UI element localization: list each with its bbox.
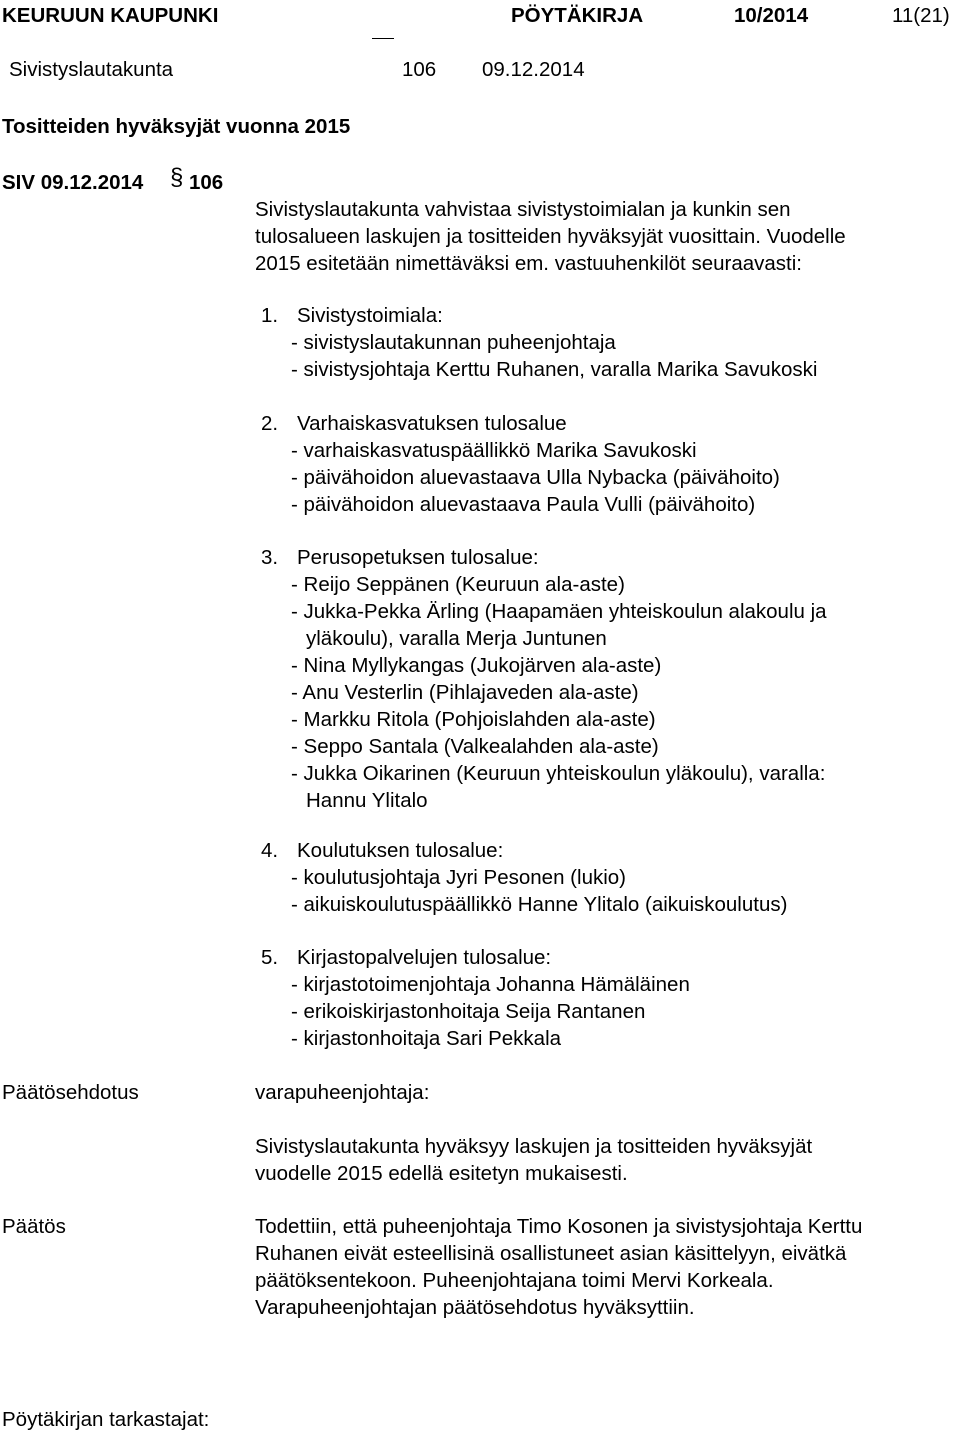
decision-line: Ruhanen eivät esteellisinä osallistuneet asian käsittelyyn, eivätkä (255, 1242, 847, 1265)
reviewers-label: Pöytäkirjan tarkastajat: (2, 1408, 210, 1431)
list-item: - kirjastotoimenjohtaja Johanna Hämäläinen (291, 973, 690, 996)
list-item: - Reijo Seppänen (Keuruun ala-aste) (291, 573, 625, 596)
proposal-line: vuodelle 2015 edellä esitetyn mukaisesti. (255, 1162, 628, 1185)
list-item: - Jukka-Pekka Ärling (Haapamäen yhteiskoulun alakoulu ja (291, 600, 827, 623)
intro-line: 2015 esitetään nimettäväksi em. vastuuhenkilöt seuraavasti: (255, 252, 802, 275)
intro-paragraph (255, 196, 846, 277)
proposal-text (255, 1133, 812, 1187)
list-item: - Markku Ritola (Pohjoislahden ala-aste) (291, 708, 656, 731)
decision-text (255, 1213, 862, 1321)
section-title: Varhaiskasvatuksen tulosalue (297, 412, 567, 435)
decision-line: Varapuheenjohtajan päätösehdotus hyväksyttiin. (255, 1296, 695, 1319)
document-number: 10/2014 (734, 4, 809, 27)
reference-number: 106 (189, 171, 224, 194)
reference-code: SIV 09.12.2014 (2, 171, 144, 194)
org-name: KEURUUN KAUPUNKI (2, 4, 219, 27)
section-number: 1. (261, 304, 279, 327)
proposal-label: Päätösehdotus (2, 1081, 139, 1104)
list-item: - Anu Vesterlin (Pihlajaveden ala-aste) (291, 681, 639, 704)
section-5 (261, 944, 690, 1052)
section-2 (261, 410, 780, 518)
proposer: varapuheenjohtaja: (255, 1081, 430, 1104)
section-3 (261, 544, 827, 814)
page-title: Tositteiden hyväksyjät vuonna 2015 (2, 115, 351, 138)
intro-line: tulosalueen laskujen ja tositteiden hyväksyjät vuosittain. Vuodelle (255, 225, 846, 248)
page-number: 11(21) (892, 4, 950, 27)
list-item: - koulutusjohtaja Jyri Pesonen (lukio) (291, 866, 626, 889)
list-item-continuation: yläkoulu), varalla Merja Juntunen (306, 627, 607, 650)
list-item: - Nina Myllykangas (Jukojärven ala-aste) (291, 654, 662, 677)
section-number: 3. (261, 546, 279, 569)
meeting-date: 09.12.2014 (482, 58, 585, 81)
intro-line: Sivistyslautakunta vahvistaa sivistystoimialan ja kunkin sen (255, 198, 791, 221)
document-type: PÖYTÄKIRJA (511, 4, 644, 27)
section-sign: § (170, 164, 184, 191)
section-number: 5. (261, 946, 279, 969)
list-item-continuation: Hannu Ylitalo (306, 789, 428, 812)
list-item: - päivähoidon aluevastaava Ulla Nybacka (päivähoito) (291, 466, 780, 489)
list-item: - varhaiskasvatuspäällikkö Marika Savukoski (291, 439, 697, 462)
decision-line: Todettiin, että puheenjohtaja Timo Kosonen ja sivistysjohtaja Kerttu (255, 1215, 863, 1238)
section-title: Sivistystoimiala: (297, 304, 443, 327)
list-item: - sivistysjohtaja Kerttu Ruhanen, varalla Marika Savukoski (291, 358, 818, 381)
tab-underline (372, 38, 394, 39)
section-number: 2. (261, 412, 279, 435)
list-item: - Jukka Oikarinen (Keuruun yhteiskoulun yläkoulu), varalla: (291, 762, 826, 785)
section-number: 106 (402, 58, 437, 81)
section-4 (261, 837, 787, 918)
section-title: Koulutuksen tulosalue: (297, 839, 504, 862)
list-item: - kirjastonhoitaja Sari Pekkala (291, 1027, 562, 1050)
list-item: - Seppo Santala (Valkealahden ala-aste) (291, 735, 659, 758)
list-item: - aikuiskoulutuspäällikkö Hanne Ylitalo (aikuiskoulutus) (291, 893, 788, 916)
board-name: Sivistyslautakunta (9, 58, 174, 81)
section-1 (261, 302, 817, 383)
decision-line: päätöksentekoon. Puheenjohtajana toimi Mervi Korkeala. (255, 1269, 774, 1292)
decision-label: Päätös (2, 1215, 66, 1238)
section-title: Kirjastopalvelujen tulosalue: (297, 946, 552, 969)
section-number: 4. (261, 839, 279, 862)
list-item: - sivistyslautakunnan puheenjohtaja (291, 331, 616, 354)
section-title: Perusopetuksen tulosalue: (297, 546, 539, 569)
list-item: - erikoiskirjastonhoitaja Seija Rantanen (291, 1000, 646, 1023)
list-item: - päivähoidon aluevastaava Paula Vulli (päivähoito) (291, 493, 756, 516)
proposal-line: Sivistyslautakunta hyväksyy laskujen ja tositteiden hyväksyjät (255, 1135, 813, 1158)
